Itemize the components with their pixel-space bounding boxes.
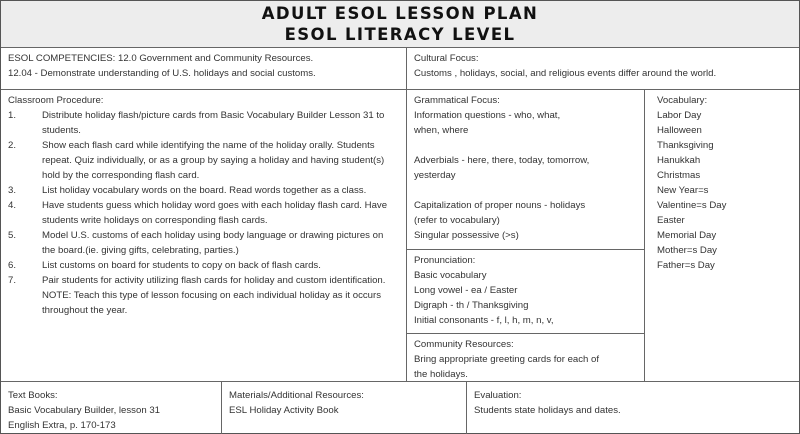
grammatical-focus-cell: Grammatical Focus: Information questions - who, what, when, where Adverbials - here, there, today, tomorrow, yesterday Capitalization of proper nouns - holidays (refer to vocabulary) Singular possessive (>s) bbox=[406, 89, 644, 249]
grammatical-focus-label: Grammatical Focus: bbox=[414, 95, 500, 106]
cultural-focus-text: Customs , holidays, social, and religious events differ around the world. bbox=[414, 68, 717, 79]
procedure-item: 7. Pair students for activity utilizing flash cards for holiday and custom identification. bbox=[8, 275, 386, 286]
vocabulary-word: Easter bbox=[657, 215, 685, 226]
procedure-item: 4. Have students guess which holiday word goes with each holiday flash card. Have students write holidays on corresponding flash cards. bbox=[8, 200, 388, 226]
competencies-line-2: 12.04 - Demonstrate understanding of U.S. holidays and social customs. bbox=[8, 68, 316, 79]
competencies-line-1: ESOL COMPETENCIES: 12.0 Government and Community Resources. bbox=[8, 53, 314, 64]
materials-label: Materials/Additional Resources: bbox=[229, 390, 364, 401]
pronunciation-cell: Pronunciation: Basic vocabulary Long vowel - ea / Easter Digraph - th / Thanksgiving Initial consonants - f, l, h, m, n, v, bbox=[406, 249, 644, 333]
vocabulary-label: Vocabulary: bbox=[657, 95, 708, 106]
community-resources-cell: Community Resources: Bring appropriate greeting cards for each of the holidays. bbox=[406, 333, 644, 381]
materials-cell: Materials/Additional Resources: ESL Holiday Activity Book bbox=[221, 381, 466, 434]
community-resources-label: Community Resources: bbox=[414, 339, 514, 350]
pronunciation-label: Pronunciation: bbox=[414, 255, 476, 266]
procedure-item: 5. Model U.S. customs of each holiday using body language or drawing pictures on the board.(ie. giving gifts, celebrating, parties.) bbox=[8, 230, 384, 256]
procedure-note: NOTE: Teach this type of lesson focusing on each individual holiday as it occurs throughout the year. bbox=[42, 290, 381, 316]
evaluation-cell: Evaluation: Students state holidays and dates. bbox=[466, 381, 799, 434]
page-title: ADULT ESOL LESSON PLAN bbox=[261, 4, 539, 23]
vocabulary-word: Memorial Day bbox=[657, 230, 717, 241]
competencies-cell bbox=[1, 48, 406, 89]
text-books-cell: Text Books: Basic Vocabulary Builder, lesson 31 English Extra, p. 170-173 bbox=[1, 381, 221, 434]
vocabulary-word: New Year=s bbox=[657, 185, 709, 196]
procedure-item: 6. List customs on board for students to copy on back of flash cards. bbox=[8, 260, 321, 271]
procedure-item: 2. Show each flash card while identifying the name of the holiday orally. Students repeat. Quiz individually, or as a group by saying a holiday and having student(s) hold by the corresponding flash card. bbox=[8, 140, 385, 181]
vocabulary-word: Halloween bbox=[657, 125, 702, 136]
procedure-item: 1. Distribute holiday flash/picture cards from Basic Vocabulary Builder Lesson 31 to students. bbox=[8, 110, 385, 136]
classroom-procedure-cell bbox=[1, 89, 406, 381]
procedure-item: 3. List holiday vocabulary words on the board. Read words together as a class. bbox=[8, 185, 367, 196]
evaluation-label: Evaluation: bbox=[474, 390, 522, 401]
vocabulary-word: Thanksgiving bbox=[657, 140, 714, 151]
vocabulary-word: Valentine=s Day bbox=[657, 200, 727, 211]
cultural-focus-cell bbox=[406, 48, 799, 89]
vocabulary-word: Labor Day bbox=[657, 110, 702, 121]
procedure-label: Classroom Procedure: bbox=[8, 95, 104, 106]
vocabulary-word: Hanukkah bbox=[657, 155, 701, 166]
page-subtitle: ESOL LITERACY LEVEL bbox=[284, 25, 516, 44]
vocabulary-cell bbox=[644, 89, 799, 381]
vocabulary-word: Mother=s Day bbox=[657, 245, 717, 256]
cultural-focus-label: Cultural Focus: bbox=[414, 53, 479, 64]
vocabulary-word: Christmas bbox=[657, 170, 701, 181]
text-books-label: Text Books: bbox=[8, 390, 58, 401]
lesson-plan-header bbox=[1, 1, 799, 48]
vocabulary-word: Father=s Day bbox=[657, 260, 715, 271]
